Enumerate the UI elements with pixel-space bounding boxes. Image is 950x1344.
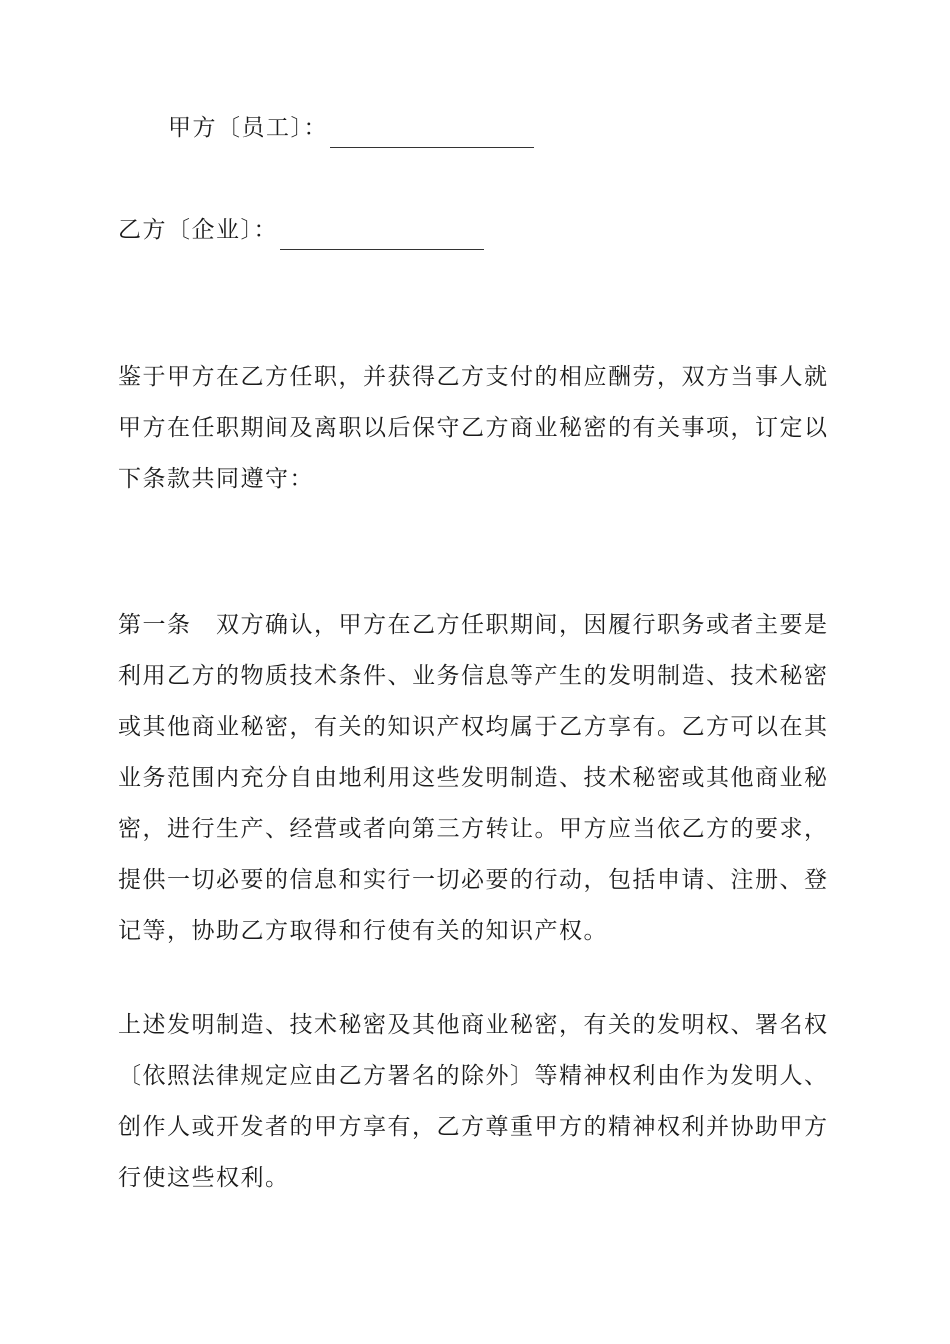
preamble-line: 鉴于甲方在乙方任职，并获得乙方支付的相应酬劳，双方当事人就 — [118, 364, 829, 390]
article-1-line: 或其他商业秘密，有关的知识产权均属于乙方享有。乙方可以在其 — [118, 714, 829, 740]
party-b-line — [118, 210, 484, 250]
article-1-line: 利用乙方的物质技术条件、业务信息等产生的发明制造、技术秘密 — [118, 663, 829, 689]
preamble-line: 下条款共同遵守： — [118, 466, 314, 492]
article-1-line: 记等，协助乙方取得和行使有关的知识产权。 — [118, 918, 608, 944]
article-1-line: 业务范围内充分自由地利用这些发明制造、技术秘密或其他商业秘 — [118, 765, 829, 791]
article-1-line: 密，进行生产、经营或者向第三方转让。甲方应当依乙方的要求， — [118, 816, 829, 842]
party-b-label: 乙方〔企业〕： — [118, 217, 278, 243]
preamble-line: 甲方在任职期间及离职以后保守乙方商业秘密的有关事项，订定以 — [118, 415, 829, 441]
moral-rights-line: 上述发明制造、技术秘密及其他商业秘密，有关的发明权、署名权 — [118, 1012, 829, 1038]
party-a-label: 甲方〔员工〕： — [168, 115, 328, 141]
moral-rights-line: 〔依照法律规定应由乙方署名的除外〕等精神权利由作为发明人、 — [118, 1063, 829, 1089]
party-b-blank-field[interactable] — [280, 223, 484, 250]
moral-rights-line: 行使这些权利。 — [118, 1165, 290, 1191]
moral-rights-line: 创作人或开发者的甲方享有，乙方尊重甲方的精神权利并协助甲方 — [118, 1114, 829, 1140]
party-a-blank-field[interactable] — [330, 121, 534, 148]
party-a-line — [168, 108, 534, 148]
article-1-line: 第一条 双方确认，甲方在乙方任职期间，因履行职务或者主要是 — [118, 612, 829, 638]
article-1-line: 提供一切必要的信息和实行一切必要的行动，包括申请、注册、登 — [118, 867, 829, 893]
